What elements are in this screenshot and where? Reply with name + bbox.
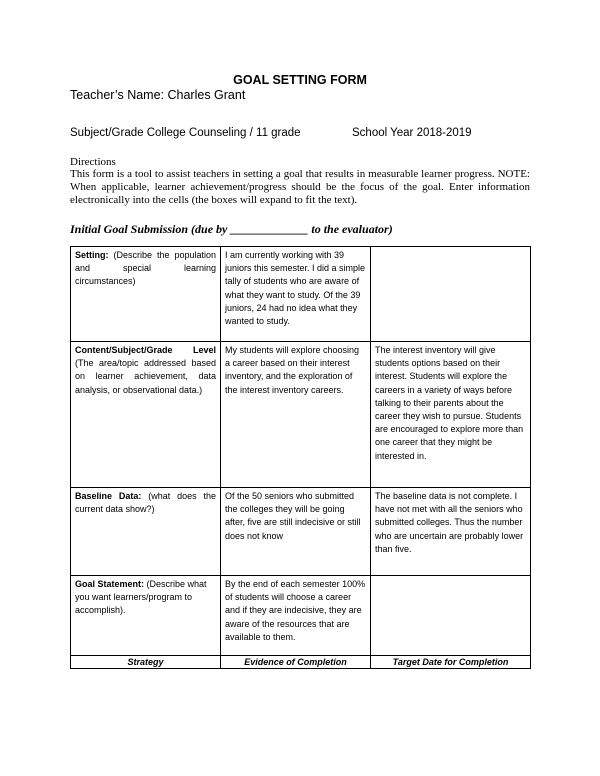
row-label: Baseline Data: — [75, 491, 142, 501]
table-row — [71, 488, 531, 576]
directions-heading: Directions — [70, 156, 116, 168]
row-label-cell — [71, 247, 221, 342]
row-label-cell — [71, 342, 221, 488]
directions-text: This form is a tool to assist teachers in setting a goal that results in measurable learner progress. NOTE: When applicable, learner achievement/progress should be the focus of the goal. Enter information electronically into the cells (the boxes will expand to fit the text). — [70, 168, 530, 206]
strategy-header: Strategy — [71, 656, 221, 669]
initial-submission-heading: Initial Goal Submission (due by _____________ to the evaluator) — [70, 222, 393, 236]
row-hint: (The area/topic addressed based on learner achievement, data analysis, or observational data.) — [75, 358, 216, 395]
table-row — [71, 342, 531, 488]
row-hint: (Describe the population and special learning circumstances) — [75, 250, 216, 287]
table-row — [71, 247, 531, 342]
response-cell[interactable]: Of the 50 seniors who submitted the colleges they will be going after, five are still indecisive or still does not know — [221, 488, 371, 576]
subject-grade: Subject/Grade College Counseling / 11 grade — [70, 127, 301, 139]
response-cell[interactable] — [371, 247, 531, 342]
table-row — [71, 576, 531, 656]
goal-table — [70, 246, 531, 669]
target-date-header: Target Date for Completion — [371, 656, 531, 669]
row-hint: (Describe what you want learners/program to accomplish). — [75, 579, 207, 616]
response-cell[interactable] — [371, 576, 531, 656]
table-footer-row — [71, 656, 531, 669]
row-label: Content/Subject/Grade Level — [75, 345, 216, 355]
row-label-cell — [71, 576, 221, 656]
response-cell[interactable]: The interest inventory will give students options based on their interest. Students will explore the careers in a variety of ways before talking to their parents about the career they wish to pursue. Students are encouraged to explore more than one career that they might be interested in. — [371, 342, 531, 488]
response-cell[interactable]: My students will explore choosing a career based on their interest inventory, and the exploration of the interest inventory careers. — [221, 342, 371, 488]
row-hint: (what does the current data show?) — [75, 491, 216, 515]
response-cell[interactable]: I am currently working with 39 juniors this semester. I did a simple tally of students who are aware of what they want to study. Of the 39 juniors, 24 had no idea what they wanted to study. — [221, 247, 371, 342]
response-cell[interactable]: By the end of each semester 100% of students will choose a career and if they are indecisive, they are aware of the resources that are available to them. — [221, 576, 371, 656]
row-label-cell — [71, 488, 221, 576]
teacher-name: Teacher’s Name: Charles Grant — [70, 88, 246, 102]
row-label: Goal Statement: — [75, 579, 145, 589]
response-cell[interactable]: The baseline data is not complete. I have not met with all the seniors who submitted colleges. Thus the number who are uncertain are probably lower than five. — [371, 488, 531, 576]
school-year: School Year 2018-2019 — [352, 127, 472, 139]
form-title: GOAL SETTING FORM — [233, 73, 367, 87]
evidence-header: Evidence of Completion — [221, 656, 371, 669]
row-label: Setting: — [75, 250, 109, 260]
